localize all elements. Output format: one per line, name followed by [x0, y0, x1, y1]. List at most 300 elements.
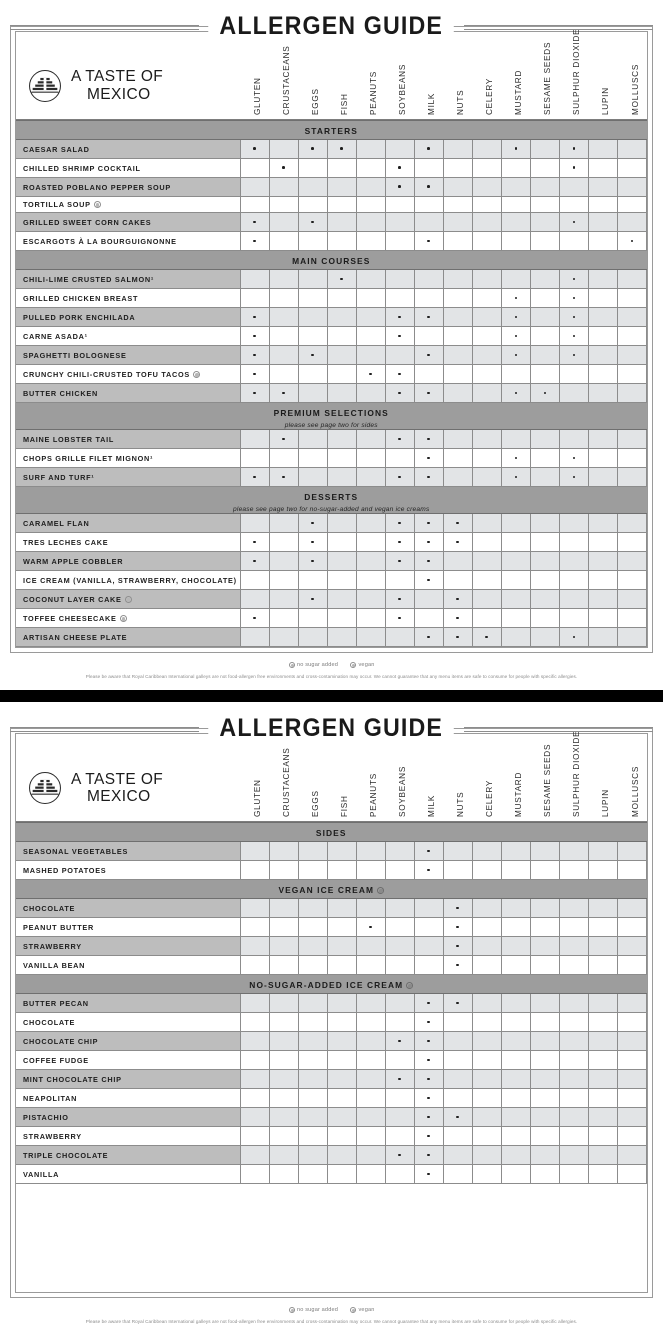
section-header-cell [16, 487, 647, 514]
allergen-cell-soybeans [385, 1051, 414, 1070]
allergen-cell-gluten [240, 365, 269, 384]
disclaimer-text: Please be aware that Royal Caribbean International galleys are not food-allergen free environments and cross-contamination may occur. We cannot guarantee that any menu items are safe to consume for people with specific allergies. [85, 674, 578, 680]
menu-item-row [16, 384, 647, 403]
menu-item-label: ARTISAN CHEESE PLATE [23, 632, 128, 642]
allergen-header-lupin [589, 733, 618, 821]
allergen-header-label: SOYBEANS [397, 766, 407, 818]
allergen-dot [253, 392, 256, 395]
allergen-cell-peanuts [356, 232, 385, 251]
allergen-dot [427, 438, 430, 441]
allergen-header-label: CRUSTACEANS [281, 747, 291, 818]
menu-item-name [16, 178, 240, 197]
allergen-cell-lupin [588, 842, 617, 861]
allergen-cell-sesame-seeds [530, 937, 559, 956]
allergen-cell-milk [414, 552, 443, 571]
brand-lockup [16, 771, 240, 822]
allergen-header-milk [414, 31, 443, 119]
allergen-cell-mustard [501, 449, 530, 468]
allergen-dot [253, 373, 256, 376]
allergen-dot [253, 147, 256, 150]
menu-item-row [16, 1165, 647, 1184]
allergen-cell-mustard [501, 270, 530, 289]
allergen-cell-sesame-seeds [530, 384, 559, 403]
allergen-dot [340, 278, 343, 281]
allergen-cell-fish [327, 571, 356, 590]
allergen-cell-crustaceans [269, 861, 298, 880]
allergen-cell-gluten [240, 842, 269, 861]
allergen-cell-milk [414, 346, 443, 365]
allergen-cell-eggs [298, 842, 327, 861]
allergen-cell-fish [327, 213, 356, 232]
allergen-header-label: EGGS [310, 790, 320, 818]
allergen-dot [398, 392, 401, 395]
allergen-cell-gluten [240, 590, 269, 609]
allergen-cell-sesame-seeds [530, 609, 559, 628]
section-header-row [16, 975, 647, 994]
allergen-cell-fish [327, 1165, 356, 1184]
allergen-cell-milk [414, 861, 443, 880]
allergen-cell-lupin [588, 365, 617, 384]
allergen-cell-nuts [443, 552, 472, 571]
allergen-cell-gluten [240, 552, 269, 571]
menu-item-label: PISTACHIO [23, 1112, 69, 1122]
allergen-cell-gluten [240, 571, 269, 590]
menu-item-name [16, 1013, 240, 1032]
allergen-cell-molluscs [617, 468, 646, 487]
allergen-cell-lupin [588, 327, 617, 346]
allergen-cell-soybeans [385, 571, 414, 590]
allergen-cell-lupin [588, 213, 617, 232]
allergen-cell-nuts [443, 1089, 472, 1108]
allergen-cell-nuts [443, 232, 472, 251]
allergen-cell-milk [414, 1165, 443, 1184]
menu-item-row [16, 140, 647, 159]
allergen-dot [573, 147, 576, 150]
menu-item-row [16, 365, 647, 384]
section-subtitle: please see page two for no-sugar-added and vegan ice creams [233, 506, 430, 514]
allergen-dot [398, 560, 401, 563]
allergen-cell-celery [472, 430, 501, 449]
no-sugar-added-icon [289, 662, 295, 668]
allergen-cell-eggs [298, 1070, 327, 1089]
allergen-cell-crustaceans [269, 514, 298, 533]
allergen-cell-lupin [588, 159, 617, 178]
allergen-cell-lupin [588, 1013, 617, 1032]
allergen-cell-milk [414, 590, 443, 609]
allergen-cell-celery [472, 289, 501, 308]
allergen-cell-eggs [298, 159, 327, 178]
allergen-cell-eggs [298, 384, 327, 403]
allergen-dot [573, 476, 576, 479]
brand-name [71, 68, 163, 103]
menu-item-row [16, 232, 647, 251]
allergen-cell-gluten [240, 956, 269, 975]
allergen-cell-celery [472, 1070, 501, 1089]
allergen-cell-sesame-seeds [530, 232, 559, 251]
page-frame [10, 708, 653, 1298]
allergen-cell-gluten [240, 1108, 269, 1127]
menu-item-row [16, 270, 647, 289]
allergen-cell-peanuts [356, 1051, 385, 1070]
allergen-cell-celery [472, 861, 501, 880]
allergen-cell-eggs [298, 430, 327, 449]
allergen-cell-peanuts [356, 590, 385, 609]
allergen-cell-sulphur-dioxide [559, 159, 588, 178]
allergen-cell-crustaceans [269, 590, 298, 609]
allergen-header-label: GLUTEN [252, 77, 262, 115]
allergen-cell-eggs [298, 1013, 327, 1032]
allergen-dot [456, 964, 459, 967]
menu-item-label: TRIPLE CHOCOLATE [23, 1150, 109, 1160]
allergen-cell-mustard [501, 956, 530, 975]
allergen-header-label: MUSTARD [514, 69, 524, 115]
allergen-cell-celery [472, 1108, 501, 1127]
no-sugar-added-icon [289, 1307, 295, 1313]
allergen-cell-fish [327, 1108, 356, 1127]
allergen-cell-gluten [240, 1070, 269, 1089]
allergen-cell-gluten [240, 918, 269, 937]
allergen-cell-gluten [240, 1127, 269, 1146]
menu-item-label: PEANUT BUTTER [23, 922, 94, 932]
allergen-cell-gluten [240, 1013, 269, 1032]
allergen-cell-sesame-seeds [530, 213, 559, 232]
legend-item [350, 1307, 375, 1313]
allergen-cell-sulphur-dioxide [559, 468, 588, 487]
allergen-cell-celery [472, 552, 501, 571]
allergen-cell-crustaceans [269, 994, 298, 1013]
allergen-cell-molluscs [617, 1089, 646, 1108]
menu-item-label: ROASTED POBLANO PEPPER SOUP [23, 182, 171, 192]
allergen-cell-milk [414, 140, 443, 159]
allergen-cell-fish [327, 1089, 356, 1108]
allergen-cell-crustaceans [269, 232, 298, 251]
allergen-cell-sulphur-dioxide [559, 571, 588, 590]
menu-item-label: ICE CREAM (VANILLA, STRAWBERRY, CHOCOLATE) [23, 575, 237, 585]
allergen-cell-gluten [240, 178, 269, 197]
menu-item-label: BUTTER PECAN [23, 998, 89, 1008]
menu-item-row [16, 449, 647, 468]
allergen-cell-soybeans [385, 140, 414, 159]
allergen-cell-gluten [240, 514, 269, 533]
allergen-cell-nuts [443, 1108, 472, 1127]
allergen-cell-crustaceans [269, 449, 298, 468]
allergen-cell-peanuts [356, 1013, 385, 1032]
allergen-cell-mustard [501, 384, 530, 403]
allergen-cell-celery [472, 308, 501, 327]
allergen-cell-peanuts [356, 140, 385, 159]
allergen-cell-eggs [298, 178, 327, 197]
menu-item-name [16, 1146, 240, 1165]
menu-item-row [16, 1089, 647, 1108]
allergen-cell-mustard [501, 468, 530, 487]
section-header-row [16, 823, 647, 842]
menu-item-name [16, 449, 240, 468]
allergen-cell-soybeans [385, 899, 414, 918]
allergen-cell-soybeans [385, 609, 414, 628]
menu-item-label: CARNE ASADA¹ [23, 331, 88, 341]
allergen-cell-molluscs [617, 1127, 646, 1146]
allergen-cell-celery [472, 468, 501, 487]
allergen-cell-peanuts [356, 899, 385, 918]
allergen-cell-soybeans [385, 514, 414, 533]
allergen-cell-sulphur-dioxide [559, 937, 588, 956]
allergen-header-gluten [240, 31, 269, 119]
allergen-cell-eggs [298, 327, 327, 346]
allergen-dot [427, 636, 430, 639]
allergen-cell-sulphur-dioxide [559, 842, 588, 861]
allergen-cell-sesame-seeds [530, 346, 559, 365]
allergen-cell-crustaceans [269, 1089, 298, 1108]
menu-item-name [16, 590, 240, 609]
allergen-cell-celery [472, 1051, 501, 1070]
allergen-cell-fish [327, 861, 356, 880]
allergen-cell-peanuts [356, 159, 385, 178]
menu-item-row [16, 468, 647, 487]
allergen-cell-eggs [298, 899, 327, 918]
menu-item-name [16, 899, 240, 918]
section-header-cell [16, 823, 647, 842]
allergen-cell-nuts [443, 937, 472, 956]
legend-item [350, 662, 375, 668]
allergen-cell-peanuts [356, 1146, 385, 1165]
menu-item-label: COCONUT LAYER CAKE [23, 594, 122, 604]
allergen-dot [427, 560, 430, 563]
allergen-cell-mustard [501, 308, 530, 327]
menu-item-name [16, 365, 240, 384]
allergen-cell-celery [472, 609, 501, 628]
menu-item-name [16, 1108, 240, 1127]
allergen-cell-gluten [240, 430, 269, 449]
allergen-cell-molluscs [617, 430, 646, 449]
menu-item-row [16, 861, 647, 880]
menu-item-name [16, 1165, 240, 1184]
allergen-cell-eggs [298, 197, 327, 213]
section-header-cell [16, 975, 647, 994]
allergen-cell-nuts [443, 899, 472, 918]
section-header-cell [16, 121, 647, 140]
allergen-cell-nuts [443, 514, 472, 533]
allergen-dot [573, 354, 576, 357]
allergen-cell-molluscs [617, 384, 646, 403]
allergen-cell-sulphur-dioxide [559, 918, 588, 937]
allergen-dot [427, 1116, 430, 1119]
allergen-cell-gluten [240, 1089, 269, 1108]
allergen-cell-sulphur-dioxide [559, 899, 588, 918]
allergen-cell-mustard [501, 365, 530, 384]
menu-item-row [16, 346, 647, 365]
section-header-row [16, 487, 647, 514]
allergen-cell-nuts [443, 449, 472, 468]
allergen-cell-soybeans [385, 1032, 414, 1051]
allergen-cell-sesame-seeds [530, 899, 559, 918]
section-title: VEGAN ICE CREAM [278, 885, 375, 896]
legend-item [289, 1307, 338, 1313]
allergen-cell-lupin [588, 994, 617, 1013]
allergen-cell-nuts [443, 159, 472, 178]
allergen-cell-molluscs [617, 918, 646, 937]
allergen-cell-celery [472, 327, 501, 346]
allergen-cell-sulphur-dioxide [559, 1070, 588, 1089]
allergen-dot [282, 166, 285, 169]
allergen-cell-crustaceans [269, 1070, 298, 1089]
allergen-cell-peanuts [356, 1165, 385, 1184]
allergen-cell-nuts [443, 213, 472, 232]
allergen-cell-crustaceans [269, 533, 298, 552]
allergen-cell-eggs [298, 1165, 327, 1184]
allergen-cell-nuts [443, 1146, 472, 1165]
allergen-cell-milk [414, 270, 443, 289]
allergen-header-label: SESAME SEEDS [543, 41, 553, 115]
allergen-cell-nuts [443, 140, 472, 159]
allergen-cell-sulphur-dioxide [559, 1165, 588, 1184]
allergen-header-sesame-seeds [531, 733, 560, 821]
allergen-cell-milk [414, 514, 443, 533]
allergen-cell-nuts [443, 861, 472, 880]
allergen-header-celery [473, 733, 502, 821]
allergen-cell-mustard [501, 937, 530, 956]
menu-item-name [16, 533, 240, 552]
menu-item-label: CAESAR SALAD [23, 144, 90, 154]
allergen-cell-soybeans [385, 1108, 414, 1127]
allergen-cell-celery [472, 232, 501, 251]
allergen-dot [427, 1059, 430, 1062]
allergen-cell-mustard [501, 533, 530, 552]
menu-item-row [16, 1070, 647, 1089]
allergen-cell-eggs [298, 468, 327, 487]
allergen-cell-soybeans [385, 1070, 414, 1089]
allergen-cell-peanuts [356, 468, 385, 487]
allergen-cell-celery [472, 842, 501, 861]
allergen-cell-milk [414, 1051, 443, 1070]
allergen-cell-celery [472, 213, 501, 232]
menu-item-row [16, 899, 647, 918]
allergen-header-label: PEANUTS [368, 773, 378, 818]
allergen-cell-sesame-seeds [530, 468, 559, 487]
allergen-cell-milk [414, 1013, 443, 1032]
allergen-cell-eggs [298, 1146, 327, 1165]
menu-item-label: CHOCOLATE [23, 903, 76, 913]
menu-item-name [16, 289, 240, 308]
menu-item-row [16, 1127, 647, 1146]
allergen-cell-eggs [298, 449, 327, 468]
allergen-cell-lupin [588, 552, 617, 571]
allergen-cell-sulphur-dioxide [559, 1127, 588, 1146]
allergen-cell-sesame-seeds [530, 270, 559, 289]
allergen-header-label: MILK [427, 92, 436, 115]
menu-item-label: GRILLED CHICKEN BREAST [23, 293, 139, 303]
allergen-cell-soybeans [385, 842, 414, 861]
allergen-cell-lupin [588, 590, 617, 609]
allergen-cell-eggs [298, 1127, 327, 1146]
allergen-cell-crustaceans [269, 1013, 298, 1032]
allergen-dot [398, 316, 401, 319]
legend-label: no sugar added [297, 662, 338, 669]
menu-item-row [16, 1051, 647, 1070]
menu-item-row [16, 1032, 647, 1051]
allergen-header-crustaceans [269, 31, 298, 119]
allergen-cell-soybeans [385, 533, 414, 552]
allergen-cell-fish [327, 609, 356, 628]
allergen-cell-celery [472, 270, 501, 289]
allergen-cell-gluten [240, 384, 269, 403]
allergen-cell-sesame-seeds [530, 1146, 559, 1165]
allergen-header-label: CELERY [485, 780, 495, 818]
allergen-cell-molluscs [617, 1013, 646, 1032]
allergen-header-mustard [502, 733, 531, 821]
allergen-cell-molluscs [617, 1108, 646, 1127]
allergen-cell-milk [414, 628, 443, 647]
allergen-cell-sulphur-dioxide [559, 365, 588, 384]
allergen-header-label: SULPHUR DIOXIDE [572, 731, 582, 818]
allergen-cell-sulphur-dioxide [559, 956, 588, 975]
allergen-cell-peanuts [356, 994, 385, 1013]
allergen-cell-sulphur-dioxide [559, 1051, 588, 1070]
allergen-cell-crustaceans [269, 609, 298, 628]
allergen-cell-sesame-seeds [530, 956, 559, 975]
allergen-cell-soybeans [385, 430, 414, 449]
allergen-cell-crustaceans [269, 270, 298, 289]
allergen-cell-molluscs [617, 514, 646, 533]
allergen-cell-crustaceans [269, 552, 298, 571]
allergen-cell-nuts [443, 1127, 472, 1146]
allergen-cell-molluscs [617, 178, 646, 197]
menu-item-name [16, 213, 240, 232]
allergen-cell-milk [414, 1070, 443, 1089]
allergen-cell-nuts [443, 289, 472, 308]
allergen-cell-gluten [240, 159, 269, 178]
empty-space [16, 1184, 647, 1292]
allergen-header-label: FISH [339, 795, 349, 818]
allergen-cell-lupin [588, 1146, 617, 1165]
menu-item-label: SEASONAL VEGETABLES [23, 846, 129, 856]
legend-label: vegan [358, 662, 375, 669]
allergen-dot [398, 166, 401, 169]
allergen-cell-gluten [240, 899, 269, 918]
allergen-cell-molluscs [617, 140, 646, 159]
allergen-cell-milk [414, 289, 443, 308]
allergen-cell-fish [327, 140, 356, 159]
menu-item-label: STRAWBERRY [23, 941, 82, 951]
allergen-header-label: LUPIN [601, 789, 611, 818]
allergen-cell-lupin [588, 1108, 617, 1127]
allergen-cell-eggs [298, 308, 327, 327]
allergen-cell-crustaceans [269, 628, 298, 647]
allergen-cell-eggs [298, 861, 327, 880]
allergen-dot [427, 457, 430, 460]
allergen-cell-eggs [298, 365, 327, 384]
allergen-header-eggs [298, 733, 327, 821]
legend-label: no sugar added [297, 1307, 338, 1314]
allergen-cell-peanuts [356, 1089, 385, 1108]
allergen-dot [311, 598, 314, 601]
allergen-cell-sesame-seeds [530, 842, 559, 861]
menu-item-row [16, 1108, 647, 1127]
allergen-cell-molluscs [617, 937, 646, 956]
menu-item-label: ESCARGOTS À LA BOURGUIGNONNE [23, 236, 177, 246]
allergen-cell-sulphur-dioxide [559, 1108, 588, 1127]
allergen-cell-sulphur-dioxide [559, 213, 588, 232]
allergen-cell-mustard [501, 1013, 530, 1032]
allergen-dot [282, 438, 285, 441]
allergen-cell-fish [327, 308, 356, 327]
allergen-header-molluscs [618, 31, 647, 119]
menu-item-name [16, 571, 240, 590]
allergen-cell-sesame-seeds [530, 1051, 559, 1070]
allergen-cell-fish [327, 628, 356, 647]
section-title: MAIN COURSES [292, 256, 371, 267]
menu-item-name [16, 1070, 240, 1089]
brand-name-line1: A TASTE OF [71, 68, 164, 86]
